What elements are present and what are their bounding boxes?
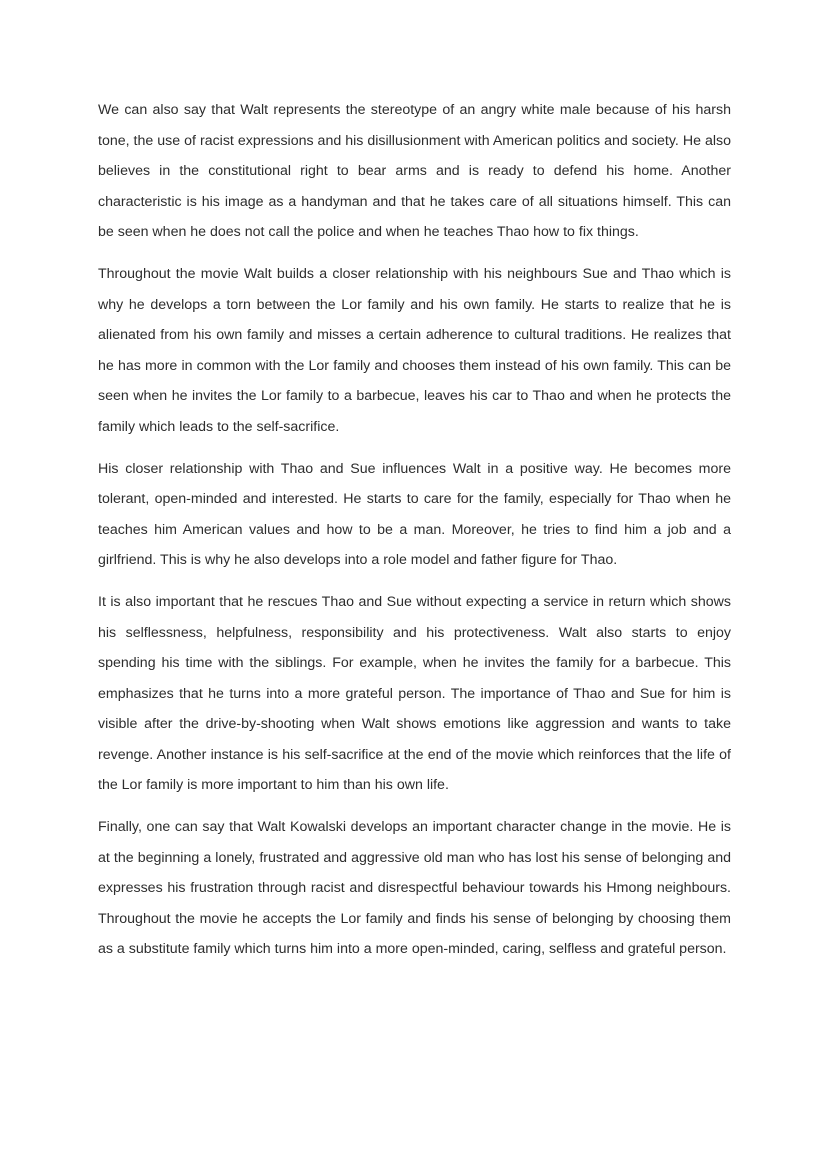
paragraph-2: Throughout the movie Walt builds a closer relationship with his neighbours Sue and Thao which is why he develops a torn between the Lor family and his own family. He starts to realize that he is alienated from his own family and misses a certain adherence to cultural traditions. He realizes that he has more in common with the Lor family and chooses them instead of his own family. This can be seen when he invites the Lor family to a barbecue, leaves his car to Thao and when he protects the family which leads to the self-sacrifice. [98, 265, 731, 435]
paragraph-5: Finally, one can say that Walt Kowalski develops an important character change in the movie. He is at the beginning a lonely, frustrated and aggressive old man who has lost his sense of belonging and expresses his frustration through racist and disrespectful behaviour towards his Hmong neighbours. Throughout the movie he accepts the Lor family and finds his sense of belonging by choosing them as a substitute family which turns him into a more open-minded, caring, selfless and grateful person. [98, 819, 731, 958]
paragraph-1: We can also say that Walt represents the stereotype of an angry white male because of his harsh tone, the use of racist expressions and his disillusionment with American politics and society. He also believes in the constitutional right to bear arms and is ready to defend his home. Another characteristic is his image as a handyman and that he takes care of all situations himself. This can be seen when he does not call the police and when he teaches Thao how to fix things. [98, 102, 731, 241]
paragraph-3: His closer relationship with Thao and Sue influences Walt in a positive way. He becomes more tolerant, open-minded and interested. He starts to care for the family, especially for Thao when he teaches him American values and how to be a man. Moreover, he tries to find him a job and a girlfriend. This is why he also develops into a role model and father figure for Thao. [98, 460, 731, 569]
document-body [98, 95, 731, 965]
paragraph-4: It is also important that he rescues Thao and Sue without expecting a service in return which shows his selflessness, helpfulness, responsibility and his protectiveness. Walt also starts to enjoy spending his time with the siblings. For example, when he invites the family for a barbecue. This emphasizes that he turns into a more grateful person. The importance of Thao and Sue for him is visible after the drive-by-shooting when Walt shows emotions like aggression and wants to take revenge. Another instance is his self-sacrifice at the end of the movie which reinforces that the life of the Lor family is more important to him than his own life. [98, 593, 731, 794]
